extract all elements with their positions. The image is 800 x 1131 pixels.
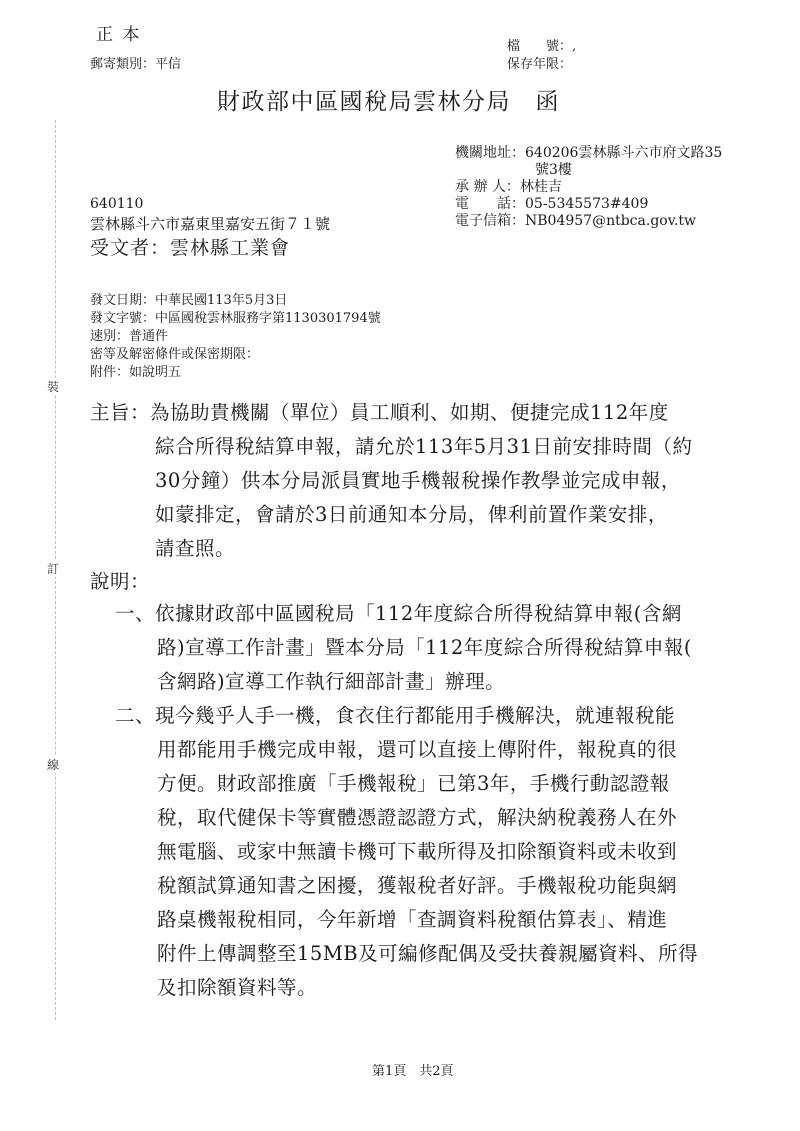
delivery-speed: 速別：普通件: [90, 329, 169, 344]
issue-date: 發文日期：中華民國113年5月3日: [90, 293, 288, 308]
binding-mark-ding: 訂: [47, 562, 60, 576]
confidentiality-label: 密等及解密條件或保密期限：: [90, 347, 260, 362]
file-number-label: 檔 號：: [507, 39, 573, 54]
recipient-address: 雲林縣斗六市嘉東里嘉安五街７１號: [90, 215, 331, 233]
address-label: 機關地址：: [455, 145, 525, 161]
subject-line: 如蒙排定，會請於3日前通知本分局，俾利前置作業安排，: [155, 503, 668, 526]
explanation-line: 含網路)宣導工作執行細部計畫」辦理。: [157, 670, 506, 693]
explanation-line: 方便。財政部推廣「手機報稅」已第3年，手機行動認證報: [157, 772, 670, 795]
file-number-value: ,: [572, 39, 577, 54]
page-number: 第1頁 共2頁: [372, 1064, 454, 1079]
explanation-line: 稅額試算通知書之困擾，獲報稅者好評。手機報稅功能與網: [157, 874, 678, 897]
explanation-line: 用都能用手機完成申報，還可以直接上傳附件，報稅真的很: [157, 738, 678, 761]
document-number: 發文字號：中區國稅雲林服務字第1130301794號: [90, 311, 381, 326]
subject-line: 請查照。: [155, 537, 236, 560]
explanation-line: 及扣除額資料等。: [157, 976, 318, 999]
phone-number: 05-5345573#409: [525, 196, 649, 212]
phone-label: 電 話：: [455, 196, 525, 212]
recipient-name: 受文者：雲林縣工業會: [90, 237, 291, 259]
email-address: NB04957@ntbca.gov.tw: [525, 213, 697, 229]
attachment-label: 附件：如說明五: [90, 365, 182, 380]
explanation-line: 一、依據財政部中區國稅局「112年度綜合所得稅結算申報(含網: [115, 602, 682, 625]
explanation-line: 附件上傳調整至15MB及可編修配偶及受扶養親屬資料、所得: [157, 942, 699, 965]
agency-address-line2: 號3樓: [535, 162, 572, 178]
explanation-heading: 說明：: [90, 570, 151, 593]
retention-period-label: 保存年限：: [507, 57, 573, 72]
binding-mark-zhuang: 裝: [47, 380, 60, 394]
document-title: 財政部中區國稅局雲林分局 函: [217, 89, 560, 115]
handler-name: 林桂吉: [519, 179, 562, 195]
subject-line: 主旨：為協助貴機關（單位）員工順利、如期、便捷完成112年度: [90, 401, 669, 424]
agency-contact-block: [455, 145, 722, 230]
explanation-line: 無電腦、或家中無讀卡機可下載所得及扣除額資料或未收到: [157, 840, 678, 863]
file-number-field: [507, 35, 576, 54]
handler-label: 承 辦 人：: [455, 179, 520, 195]
email-label: 電子信箱：: [455, 213, 525, 229]
binding-mark-xian: 線: [47, 758, 60, 772]
subject-line: 綜合所得稅結算申報，請允於113年5月31日前安排時間（約: [155, 435, 693, 458]
explanation-line: 路)宣導工作計畫」暨本分局「112年度綜合所得稅結算申報(: [157, 636, 692, 659]
explanation-line: 稅，取代健保卡等實體憑證認證方式，解決納稅義務人在外: [157, 806, 678, 829]
explanation-line: 二、現今幾乎人手一機，食衣住行都能用手機解決，就連報稅能: [115, 704, 676, 727]
mail-type-label: 郵寄類別：平信: [90, 57, 182, 72]
subject-line: 30分鐘）供本分局派員實地手機報稅操作教學並完成申報，: [155, 469, 681, 492]
agency-address-line1: 640206雲林縣斗六市府文路35: [525, 145, 723, 161]
recipient-postal-code: 640110: [90, 196, 144, 212]
copy-type-label: 正 本: [96, 25, 142, 45]
explanation-line: 路桌機報稅相同，今年新增「查調資料稅額估算表」、精進: [157, 908, 668, 931]
